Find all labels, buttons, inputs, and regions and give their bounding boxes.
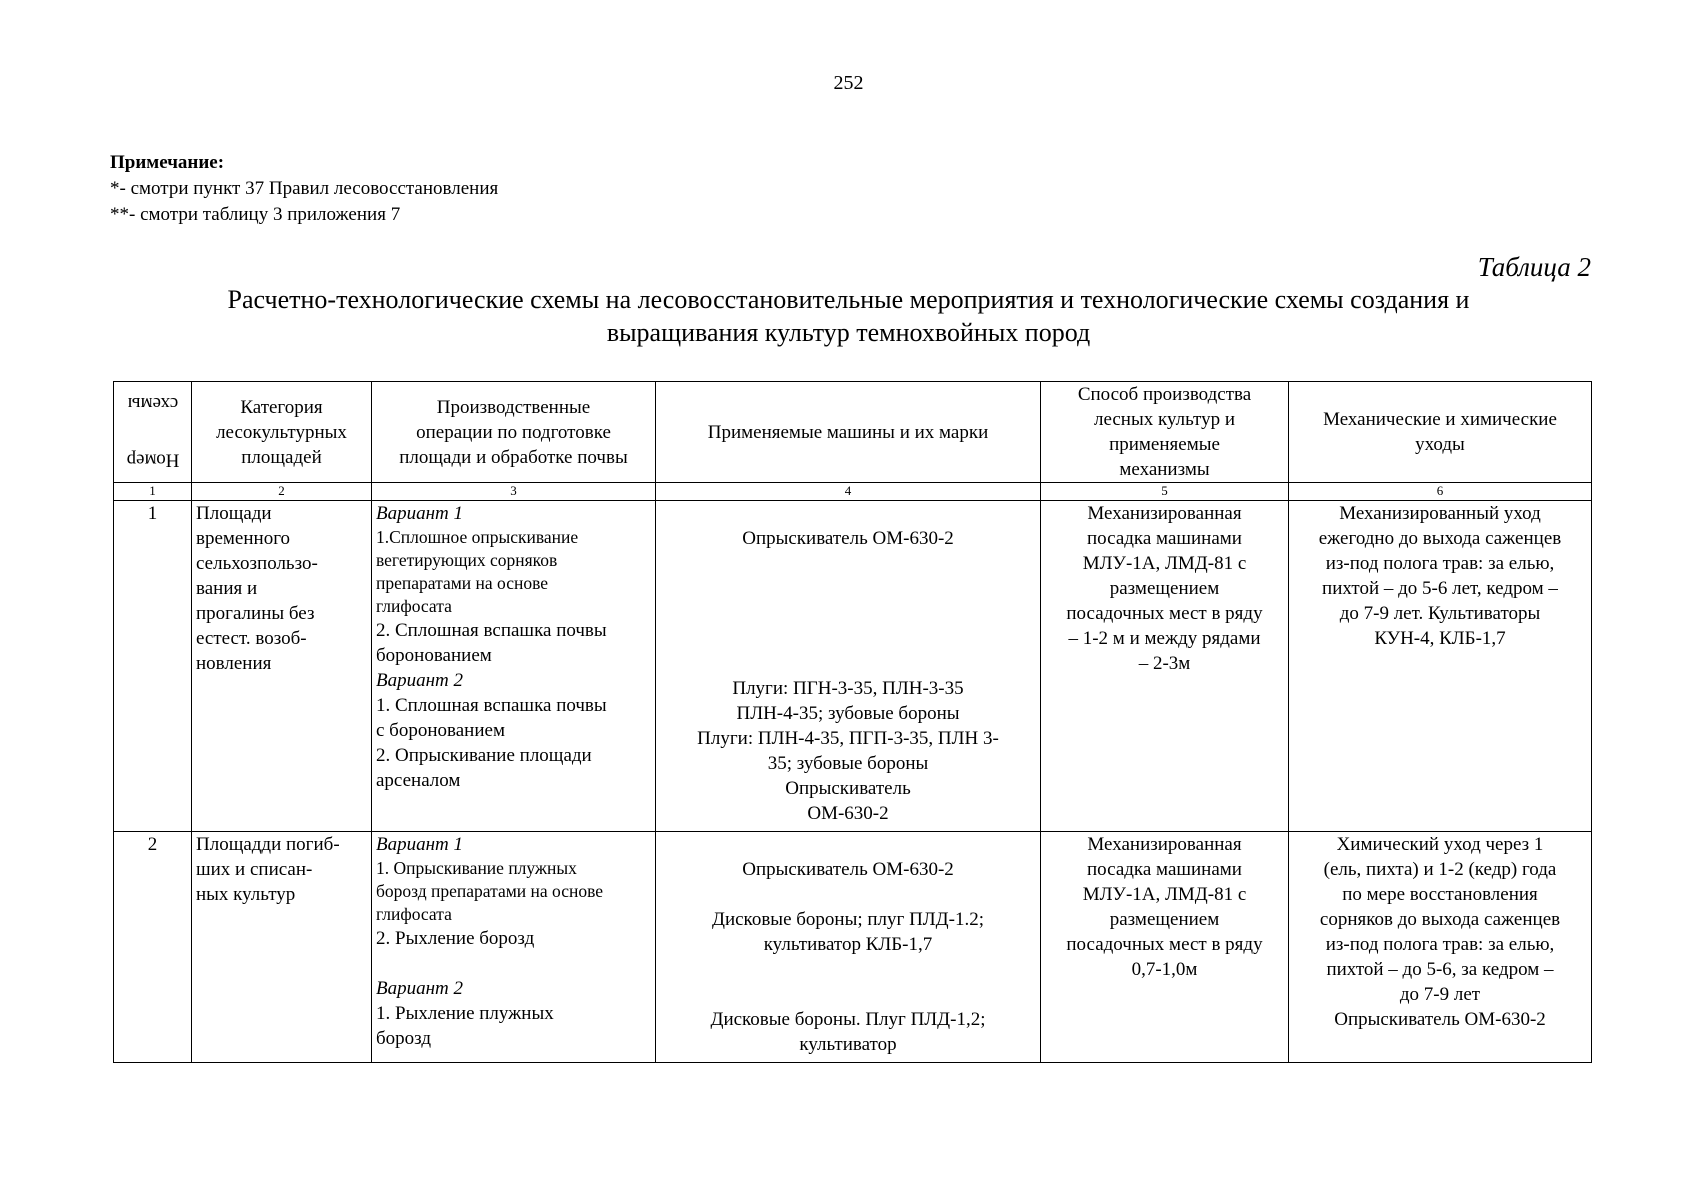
cell-line: Дисковые бороны. Плуг ПЛД-1,2;	[710, 1009, 986, 1030]
table-label: Таблица 2	[1477, 252, 1591, 282]
column-number-row	[114, 483, 1592, 501]
cell-line: культиватор КЛБ-1,7	[763, 934, 933, 955]
cell-line: культиватор	[799, 1034, 897, 1055]
cell-line: посадочных мест в ряду	[1066, 934, 1263, 955]
cell-line: естест. возоб-	[196, 628, 307, 649]
scheme-number: 1	[114, 501, 192, 832]
cell-line: КУН-4, КЛБ-1,7	[1374, 628, 1506, 649]
cell-line: Механизированная	[1087, 834, 1242, 855]
header-text: лесокультурных	[216, 421, 347, 443]
cell-line: 0,7-1,0м	[1131, 959, 1198, 980]
cell-line: 2. Опрыскивание площади	[376, 745, 592, 766]
cell-line: ОМ-630-2	[807, 803, 889, 824]
cell-line: глифосата	[376, 596, 452, 616]
cell-line: – 1-2 м и между рядами	[1068, 628, 1261, 649]
column-number: 4	[656, 483, 1041, 501]
cell-line: Опрыскиватель	[785, 778, 911, 799]
cell-line: Площадди погиб-	[196, 834, 340, 855]
cell-line: МЛУ-1А, ЛМД-81 с	[1082, 884, 1247, 905]
header-text: Применяемые машины и их марки	[707, 421, 989, 443]
cell-line: Механизированная	[1087, 503, 1242, 524]
table-row	[114, 501, 1592, 832]
operations-cell	[372, 501, 656, 832]
header-text: Механические и химические	[1323, 409, 1557, 430]
cell-line: Дисковые бороны; плуг ПЛД-1.2;	[712, 909, 984, 930]
variant-label: Вариант 2	[376, 670, 464, 691]
cell-line: из-под полога трав: за елью,	[1325, 934, 1555, 955]
header-row	[114, 382, 1592, 483]
header-text: Производственные	[436, 396, 591, 418]
table-title	[106, 283, 1591, 349]
cell-line: препаратами на основе	[376, 573, 549, 593]
variant-label: Вариант 1	[376, 503, 464, 524]
cell-line: пихтой – до 5-6, за кедром –	[1326, 959, 1554, 980]
header-category	[192, 382, 372, 483]
header-text: площади и обработке почвы	[399, 446, 628, 468]
page-number: 252	[833, 72, 864, 94]
cell-line: Площади	[196, 503, 272, 524]
cell-line: вегетирующих сорняков	[376, 550, 558, 570]
header-text: лесных культур и	[1093, 409, 1236, 430]
method-cell	[1041, 832, 1289, 1063]
cell-line: прогалины без	[196, 603, 315, 624]
cell-line: Механизированный уход	[1339, 503, 1541, 524]
method-cell	[1041, 501, 1289, 832]
column-number: 5	[1041, 483, 1289, 501]
header-machines	[656, 382, 1041, 483]
cell-line: 1.Сплошное опрыскивание	[376, 527, 579, 547]
care-cell	[1289, 501, 1592, 832]
care-cell	[1289, 832, 1592, 1063]
cell-line: Плуги: ПГН-3-35, ПЛН-3-35	[732, 678, 964, 699]
note-line: **- смотри таблицу 3 приложения 7	[110, 204, 401, 225]
cell-line: размещением	[1109, 578, 1220, 599]
note-title: Примечание:	[110, 152, 225, 173]
column-number: 1	[114, 483, 192, 501]
cell-line: Плуги: ПЛН-4-35, ПГП-3-35, ПЛН 3-	[697, 728, 999, 749]
machines-cell	[656, 832, 1041, 1063]
header-text: Номер	[126, 449, 179, 471]
cell-line: по мере восстановления	[1342, 884, 1538, 905]
cell-line: Химический уход через 1	[1336, 834, 1544, 855]
cell-line: (ель, пихта) и 1-2 (кедр) года	[1323, 859, 1557, 880]
cell-line: ПЛН-4-35; зубовые бороны	[736, 703, 960, 724]
variant-label: Вариант 2	[376, 978, 464, 999]
cell-line: 2. Рыхление борозд	[376, 928, 535, 949]
scheme-number: 2	[114, 832, 192, 1063]
header-text: операции по подготовке	[416, 421, 611, 443]
note-block	[110, 150, 498, 228]
cell-line: боронованием	[376, 645, 492, 666]
cell-line: Опрыскиватель ОМ-630-2	[1334, 1009, 1546, 1030]
cell-line: ших и списан-	[196, 859, 313, 880]
cell-line: ных культур	[196, 884, 296, 905]
note-line: *- смотри пункт 37 Правил лесовосстановления	[110, 178, 499, 199]
cell-line: посадочных мест в ряду	[1066, 603, 1263, 624]
cell-line: 1. Опрыскивание плужных	[376, 858, 577, 878]
header-method	[1041, 382, 1289, 483]
variant-label: Вариант 1	[376, 834, 464, 855]
header-care	[1289, 382, 1592, 483]
cell-line: глифосата	[376, 904, 452, 924]
cell-line: из-под полога трав: за елью,	[1325, 553, 1555, 574]
cell-line: Опрыскиватель ОМ-630-2	[742, 859, 954, 880]
cell-line: ежегодно до выхода саженцев	[1318, 528, 1562, 549]
cell-line: до 7-9 лет. Культиваторы	[1339, 603, 1541, 624]
cell-line: посадка машинами	[1087, 859, 1242, 880]
category-cell	[192, 832, 372, 1063]
cell-line: 1. Рыхление плужных	[376, 1003, 554, 1024]
header-text: Категория	[240, 396, 323, 418]
schemes-table	[113, 381, 1592, 1063]
header-text: схемы	[127, 392, 178, 414]
table-title-line: выращивания культур темнохвойных пород	[606, 318, 1091, 347]
cell-line: МЛУ-1А, ЛМД-81 с	[1082, 553, 1247, 574]
cell-line: 1. Сплошная вспашка почвы	[376, 695, 607, 716]
machines-cell	[656, 501, 1041, 832]
header-text: применяемые	[1109, 434, 1220, 455]
operations-cell	[372, 832, 656, 1063]
header-operations	[372, 382, 656, 483]
table-title-line: Расчетно-технологические схемы на лесовосстановительные мероприятия и технологические схемы создания и	[227, 285, 1470, 314]
cell-line: арсеналом	[376, 770, 461, 791]
cell-line: до 7-9 лет	[1399, 984, 1481, 1005]
cell-line: новления	[196, 653, 272, 674]
column-number: 6	[1289, 483, 1592, 501]
category-cell	[192, 501, 372, 832]
cell-line: 2. Сплошная вспашка почвы	[376, 620, 607, 641]
cell-line: сельхозпользо-	[196, 553, 318, 574]
cell-line: размещением	[1109, 909, 1220, 930]
cell-line: 35; зубовые бороны	[767, 753, 929, 774]
header-text: механизмы	[1119, 459, 1210, 480]
cell-line: посадка машинами	[1087, 528, 1242, 549]
header-text: Способ производства	[1077, 384, 1252, 405]
cell-line: Опрыскиватель ОМ-630-2	[742, 528, 954, 549]
cell-line: – 2-3м	[1138, 653, 1191, 674]
header-text: уходы	[1415, 434, 1465, 455]
cell-line: вания и	[196, 578, 258, 599]
table-row	[114, 832, 1592, 1063]
column-number: 2	[192, 483, 372, 501]
column-number: 3	[372, 483, 656, 501]
header-scheme-number	[114, 382, 192, 483]
cell-line: сорняков до выхода саженцев	[1319, 909, 1561, 930]
cell-line: с боронованием	[376, 720, 505, 741]
header-text: площадей	[241, 446, 322, 468]
cell-line: борозд препаратами на основе	[376, 881, 604, 901]
cell-line: борозд	[376, 1028, 431, 1049]
cell-line: временного	[196, 528, 291, 549]
cell-line: пихтой – до 5-6 лет, кедром –	[1322, 578, 1558, 599]
